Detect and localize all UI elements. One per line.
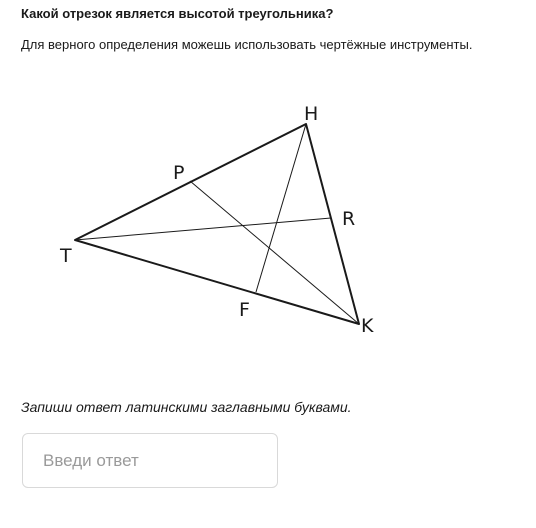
triangle-outline: [75, 124, 359, 324]
answer-prompt: Запиши ответ латинскими заглавными буквами.: [21, 399, 352, 415]
segment-hf: [256, 124, 306, 292]
segment-kp: [190, 181, 359, 324]
segment-tr: [75, 218, 331, 240]
label-f: F: [239, 299, 250, 321]
label-k: K: [361, 315, 374, 337]
label-p: P: [173, 162, 185, 184]
label-r: R: [342, 208, 356, 230]
label-t: T: [60, 245, 72, 267]
question-title: Какой отрезок является высотой треугольника?: [21, 6, 334, 21]
label-h: H: [304, 103, 319, 125]
question-instruction: Для верного определения можешь использовать чертёжные инструменты.: [21, 37, 473, 52]
answer-input[interactable]: [22, 433, 278, 488]
